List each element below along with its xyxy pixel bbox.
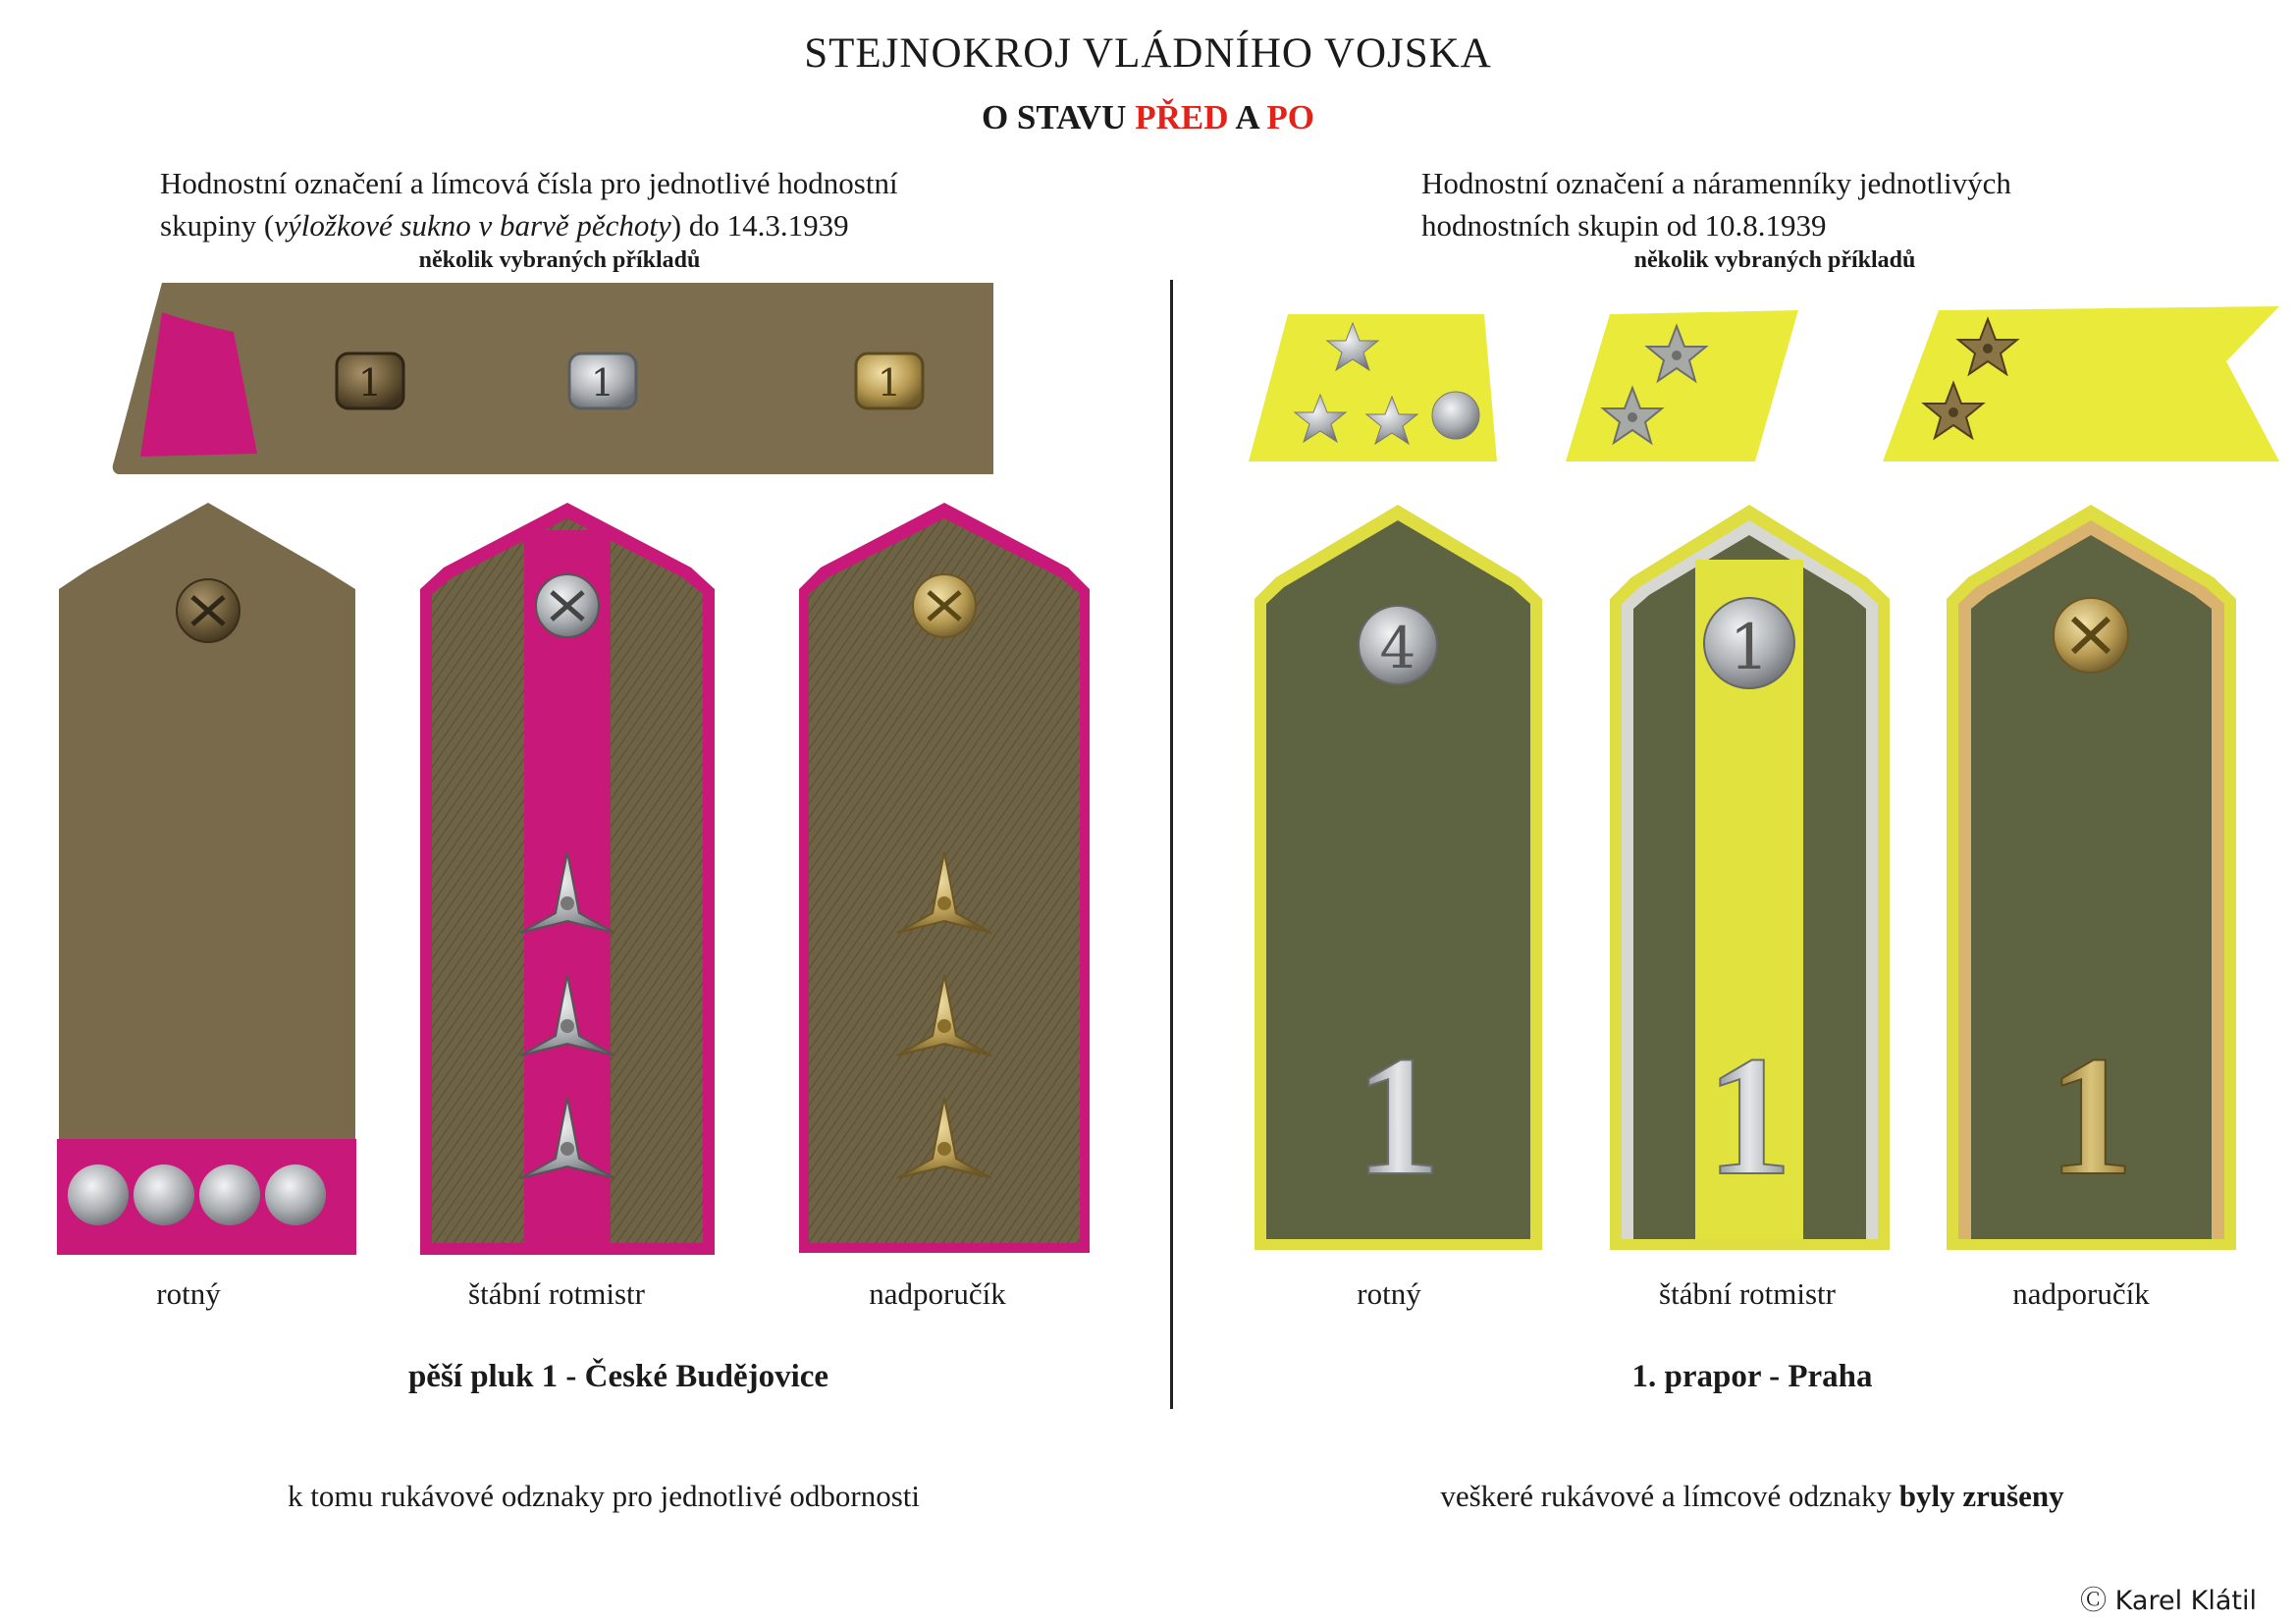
- rank-label-rotny-prewar: rotný: [156, 1276, 221, 1311]
- strap-postwar-stabni-rotmistr: [1610, 505, 1890, 1250]
- strap-number: 1: [2048, 1020, 2134, 1211]
- rank-label-rotny-postwar: rotný: [1357, 1276, 1421, 1311]
- left-examples-caption: několik vybraných příkladů: [418, 247, 701, 273]
- collar-patch-postwar-stabni-rotmistr: [1566, 310, 1798, 461]
- right-intro-line1: Hodnostní označení a náramenníky jednotlivých: [1421, 166, 2011, 200]
- collar-button-icon: [1432, 392, 1479, 439]
- strap-number: 1: [1355, 1020, 1441, 1211]
- left-intro-line1: Hodnostní označení a límcová čísla pro jednotlivé hodnostní: [160, 166, 898, 200]
- strap-prewar-stabni-rotmistr: [420, 503, 715, 1255]
- subtitle-after: PO: [1266, 98, 1315, 136]
- left-intro-line2: skupiny (výložkové sukno v barvě pěchoty) do 14.3.1939: [160, 208, 849, 243]
- rank-label-stabni-rotmistr-prewar: štábní rotmistr: [468, 1276, 645, 1311]
- rank-label-stabni-rotmistr-postwar: štábní rotmistr: [1659, 1276, 1836, 1311]
- strap-prewar-rotny: [57, 503, 356, 1255]
- strap-number: 1: [1706, 1020, 1792, 1211]
- rank-label-nadporucik-prewar: nadporučík: [869, 1276, 1006, 1311]
- right-examples-caption: několik vybraných příkladů: [1633, 247, 1916, 273]
- collar-number-2: 1: [590, 361, 615, 405]
- subtitle-part1: O STAVU: [981, 98, 1136, 136]
- strap-postwar-rotny: [1255, 505, 1542, 1250]
- rank-label-nadporucik-postwar: nadporučík: [2012, 1276, 2150, 1311]
- right-footnote: veškeré rukávové a límcové odznaky byly zrušeny: [1440, 1479, 2064, 1513]
- subtitle-part3: A: [1228, 98, 1267, 136]
- button-number: 1: [1729, 612, 1770, 684]
- collar-number-3: 1: [877, 361, 902, 405]
- right-unit-caption: 1. prapor - Praha: [1631, 1359, 1873, 1394]
- collar-number-bronze: [337, 353, 403, 408]
- copyright: Ⓒ Karel Klátil: [2080, 1586, 2257, 1616]
- button-number: 4: [1379, 615, 1416, 681]
- right-intro-line2: hodnostních skupin od 10.8.1939: [1421, 208, 1827, 243]
- collar-patch-postwar-nadporucik: [1883, 306, 2279, 461]
- page-title: STEJNOKROJ VLÁDNÍHO VOJSKA: [804, 30, 1492, 77]
- collar-patch-postwar-rotny: [1249, 314, 1497, 461]
- collar-number-1: 1: [357, 361, 383, 405]
- subtitle-before: PŘED: [1135, 98, 1229, 136]
- collar-number-gold: [856, 353, 923, 408]
- collar-number-silver: [569, 353, 636, 408]
- left-footnote: k tomu rukávové odznaky pro jednotlivé odbornosti: [288, 1479, 920, 1513]
- right-footnote-bold: byly zrušeny: [1898, 1479, 2064, 1513]
- collar-patch-prewar: [113, 283, 993, 474]
- left-unit-caption: pěší pluk 1 - České Budějovice: [407, 1359, 829, 1394]
- left-intro-italic: výložkové sukno v barvě pěchoty: [274, 208, 671, 243]
- strap-postwar-nadporucik: [1947, 505, 2236, 1250]
- strap-prewar-nadporucik: [799, 503, 1090, 1253]
